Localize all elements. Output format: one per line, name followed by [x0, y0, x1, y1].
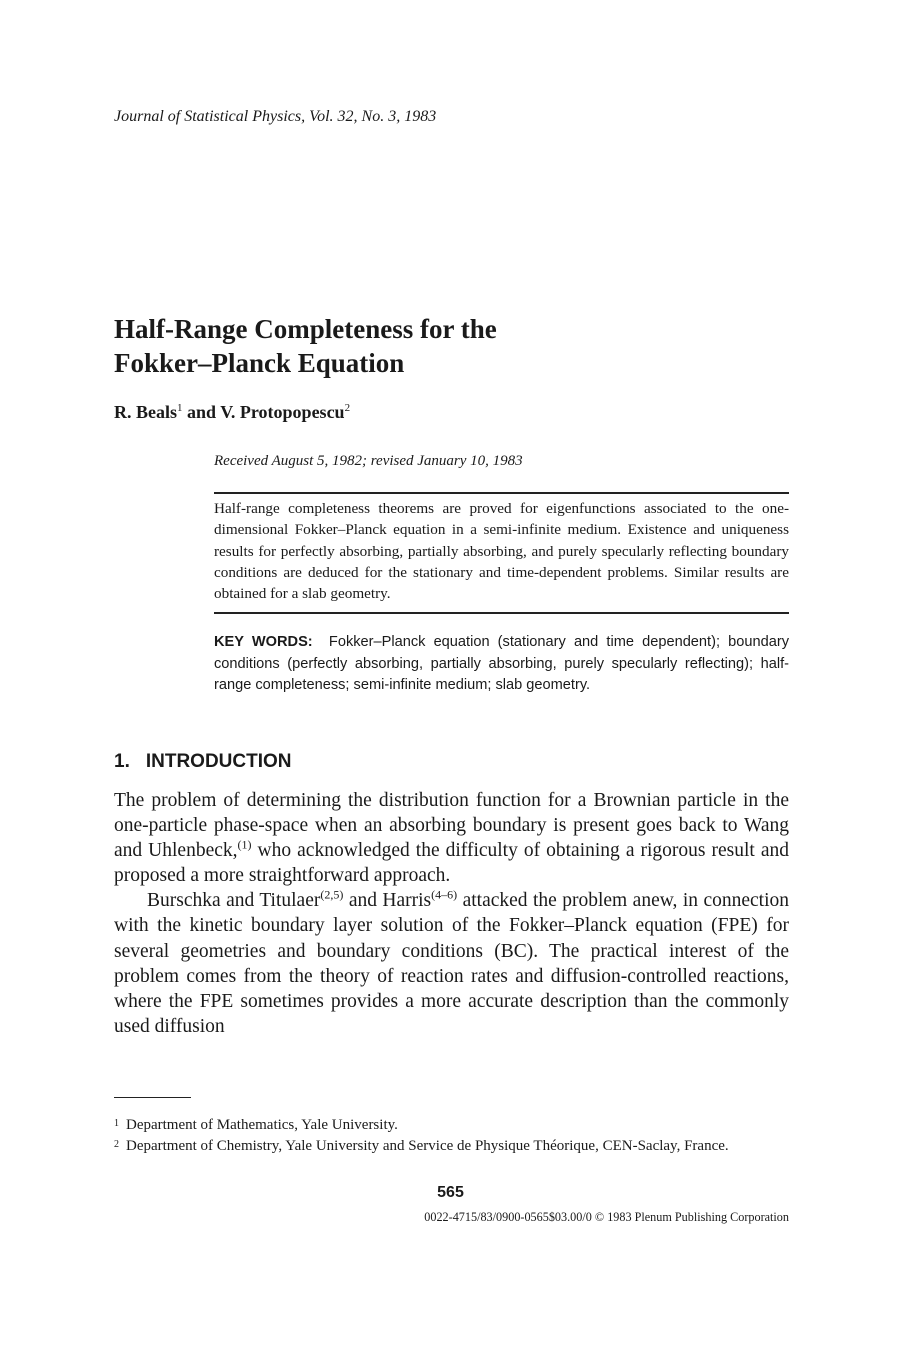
section-number: 1.: [114, 751, 130, 772]
author-conjunction: and: [187, 402, 217, 422]
journal-citation: Journal of Statistical Physics, Vol. 32, No. 3, 1983: [114, 108, 437, 125]
title-line-1: Half-Range Completeness for the: [114, 314, 497, 344]
paper-title: [114, 312, 497, 380]
title-line-2: Fokker–Planck Equation: [114, 348, 405, 378]
copyright-line: 0022-4715/83/0900-0565$03.00/0 © 1983 Plenum Publishing Corporation: [424, 1210, 789, 1224]
section-title: INTRODUCTION: [145, 751, 292, 772]
paragraph-text: and Harris: [343, 890, 432, 912]
footnotes: [114, 1115, 789, 1157]
author-affiliation-mark: 1: [177, 402, 183, 414]
paragraph: [114, 788, 789, 888]
paragraph-text: attacked the problem anew, in connection with the kinetic boundary layer solution of the Fokker–Planck equation (FPE) for several geometries and boundary conditions (BC). The practical interest of the problem comes from the theory of reaction rates and diffusion-controlled reactions, where the FPE sometimes provides a more accurate description than the commonly used diffusion: [114, 890, 790, 1037]
citation-ref: (2,5): [320, 887, 344, 902]
abstract-top-rule: [214, 492, 789, 494]
keywords-block: [214, 632, 789, 697]
abstract: Half-range completeness theorems are proved for eigenfunctions associated to the one-dimensional Fokker–Planck equation in a semi-infinite medium. Existence and uniqueness results for perfectly absorbing, partially absorbing, and purely specularly reflecting boundary conditions are deduced for the stationary and time-dependent problems. Similar results are obtained for a slab geometry.: [214, 500, 789, 603]
paragraph-text: who acknowledged the difficulty of obtaining a rigorous result and proposed a more straightforward approach.: [114, 840, 790, 887]
abstract-bottom-rule: [214, 612, 789, 614]
footnote-text: Department of Chemistry, Yale University and Service de Physique Théorique, CEN-Saclay, France.: [126, 1138, 729, 1154]
page-number: 565: [437, 1184, 464, 1201]
section-heading: [114, 751, 292, 773]
footnote-mark: 1: [114, 1118, 119, 1129]
paragraph: [114, 888, 789, 1039]
footnote: [114, 1115, 789, 1136]
footnote: [114, 1136, 789, 1157]
paragraph-text: Burschka and Titulaer: [147, 890, 321, 912]
author-affiliation-mark: 2: [344, 402, 351, 414]
received-dates: Received August 5, 1982; revised January 10, 1983: [214, 453, 523, 469]
keywords-text: Fokker–Planck equation (stationary and time dependent); boundary conditions (perfectly absorbing, partially absorbing, purely specularly reflecting); half-range completeness; semi-infinite medium; slab geometry.: [214, 634, 789, 694]
keywords-label: KEY WORDS:: [214, 634, 313, 650]
paragraph-text: The problem of determining the distribution function for a Brownian particle in the one-particle phase-space when an absorbing boundary is present goes back to Wang and Uhlenbeck,: [114, 790, 789, 862]
citation-ref: (1): [237, 837, 252, 852]
footnote-rule: [114, 1097, 191, 1098]
author-name: V. Protopopescu: [220, 402, 345, 422]
footnote-mark: 2: [114, 1139, 119, 1150]
footnote-text: Department of Mathematics, Yale University.: [126, 1117, 398, 1133]
author-name: R. Beals: [114, 402, 177, 422]
citation-ref: (4–6): [431, 887, 458, 902]
author-list: [114, 402, 350, 423]
body-text: [114, 788, 789, 1039]
